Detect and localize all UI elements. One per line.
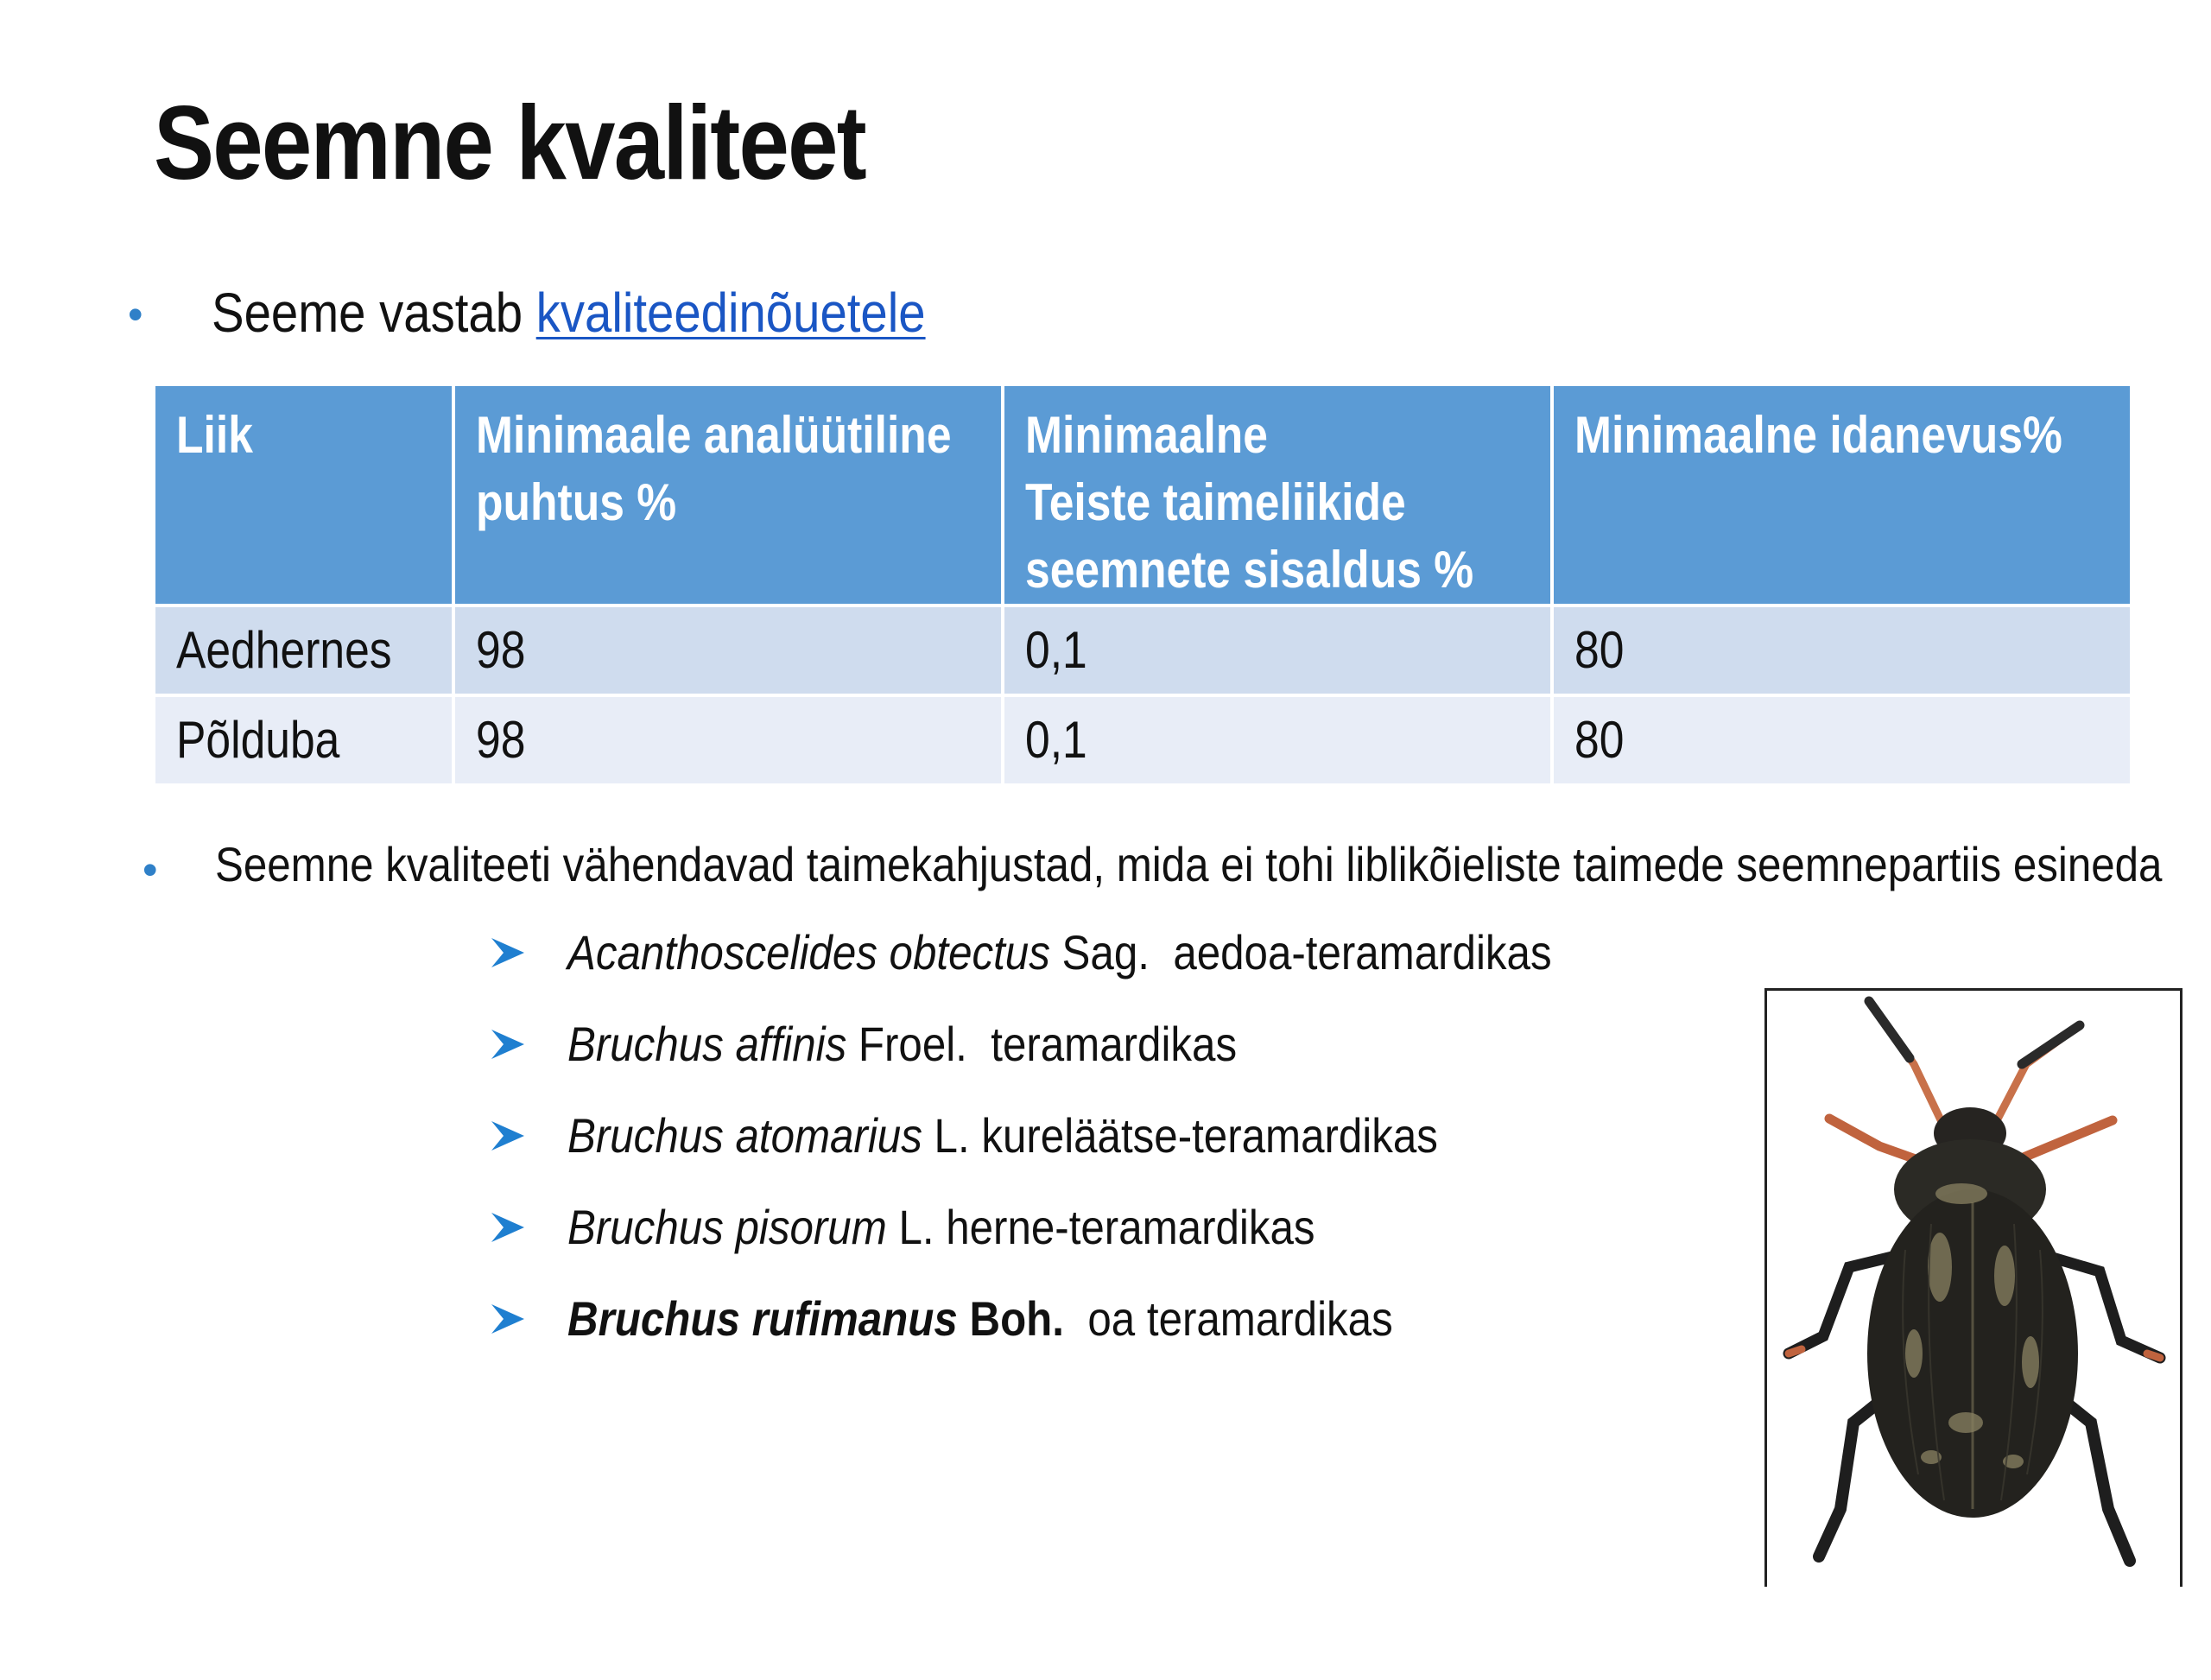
pest-scientific-name: Acanthoscelides obtectus <box>567 925 1050 979</box>
pest-text <box>567 1290 1393 1347</box>
header-line: seemnete sisaldus % <box>1025 541 1474 599</box>
pest-common-name: kureläätse-teramardikas <box>981 1108 1438 1163</box>
cell-purity: 98 <box>476 621 526 679</box>
pest-scientific-name: Bruchus atomarius <box>567 1108 922 1163</box>
round-bullet-icon: • <box>128 290 143 339</box>
table-cell <box>154 695 453 785</box>
cell-species: Põlduba <box>176 711 340 769</box>
pest-common-name: aedoa-teramardikas <box>1173 925 1552 979</box>
arrow-chevron-icon <box>488 1299 528 1339</box>
cell-germination: 80 <box>1574 711 1625 769</box>
pest-author: L. <box>898 1200 934 1254</box>
header-germination <box>1552 384 2132 605</box>
table-cell <box>154 605 453 695</box>
cell-other-seeds: 0,1 <box>1025 621 1087 679</box>
beetle-icon <box>1767 991 2180 1587</box>
bullet-prefix: Seeme vastab <box>212 282 536 344</box>
arrow-chevron-icon <box>488 1024 528 1064</box>
header-other-seeds <box>1003 384 1552 605</box>
table-cell <box>453 695 1003 785</box>
header-line: Minimaale analüütiline <box>476 406 952 464</box>
arrow-chevron-icon <box>488 1208 528 1247</box>
pest-scientific-name: Bruchus affinis <box>567 1017 847 1071</box>
table-cell <box>1003 605 1552 695</box>
pest-author: Boh. <box>969 1291 1064 1346</box>
cell-germination: 80 <box>1574 621 1625 679</box>
header-line: Teiste taimeliikide <box>1025 473 1406 531</box>
pest-author: Froel. <box>858 1017 967 1071</box>
table-cell <box>1003 695 1552 785</box>
pest-text <box>567 924 1552 980</box>
pest-common-name: herne-teramardikas <box>946 1200 1315 1254</box>
arrow-chevron-icon <box>488 1116 528 1156</box>
header-line: Minimaalne idanevus% <box>1574 406 2062 464</box>
seed-quality-table <box>152 383 2133 787</box>
pest-scientific-name: Bruchus pisorum <box>567 1200 887 1254</box>
pest-text <box>567 1016 1237 1072</box>
cell-other-seeds: 0,1 <box>1025 711 1087 769</box>
table-cell <box>1552 605 2132 695</box>
arrow-chevron-icon <box>488 933 528 973</box>
header-species <box>154 384 453 605</box>
pest-author: Sag. <box>1061 925 1150 979</box>
table-cell <box>1552 695 2132 785</box>
pest-text <box>567 1199 1315 1255</box>
table-cell <box>453 605 1003 695</box>
round-bullet-icon: • <box>143 846 158 894</box>
bullet-text: Seemne kvaliteeti vähendavad taimekahjustad, mida ei tohi liblikõieliste taimede seemnepartiis esineda <box>215 837 2163 891</box>
cell-purity: 98 <box>476 711 526 769</box>
slide-title: Seemne kvaliteet <box>154 84 865 201</box>
pest-text <box>567 1107 1438 1163</box>
bullet-text <box>212 281 926 345</box>
table-row <box>154 605 2132 695</box>
pest-author: L. <box>934 1108 970 1163</box>
beetle-photo <box>1764 988 2182 1587</box>
cell-species: Aedhernes <box>176 621 392 679</box>
table-header-row <box>154 384 2132 605</box>
header-line: Liik <box>176 406 253 464</box>
table-row <box>154 695 2132 785</box>
pest-scientific-name: Bruchus rufimanus <box>567 1291 958 1346</box>
pest-common-name: oa teramardikas <box>1087 1291 1393 1346</box>
header-line: Minimaalne <box>1025 406 1269 464</box>
header-line: puhtus % <box>476 473 677 531</box>
pest-common-name: teramardikas <box>991 1017 1238 1071</box>
quality-requirements-link[interactable]: kvaliteedinõuetele <box>535 282 926 344</box>
header-purity <box>453 384 1003 605</box>
